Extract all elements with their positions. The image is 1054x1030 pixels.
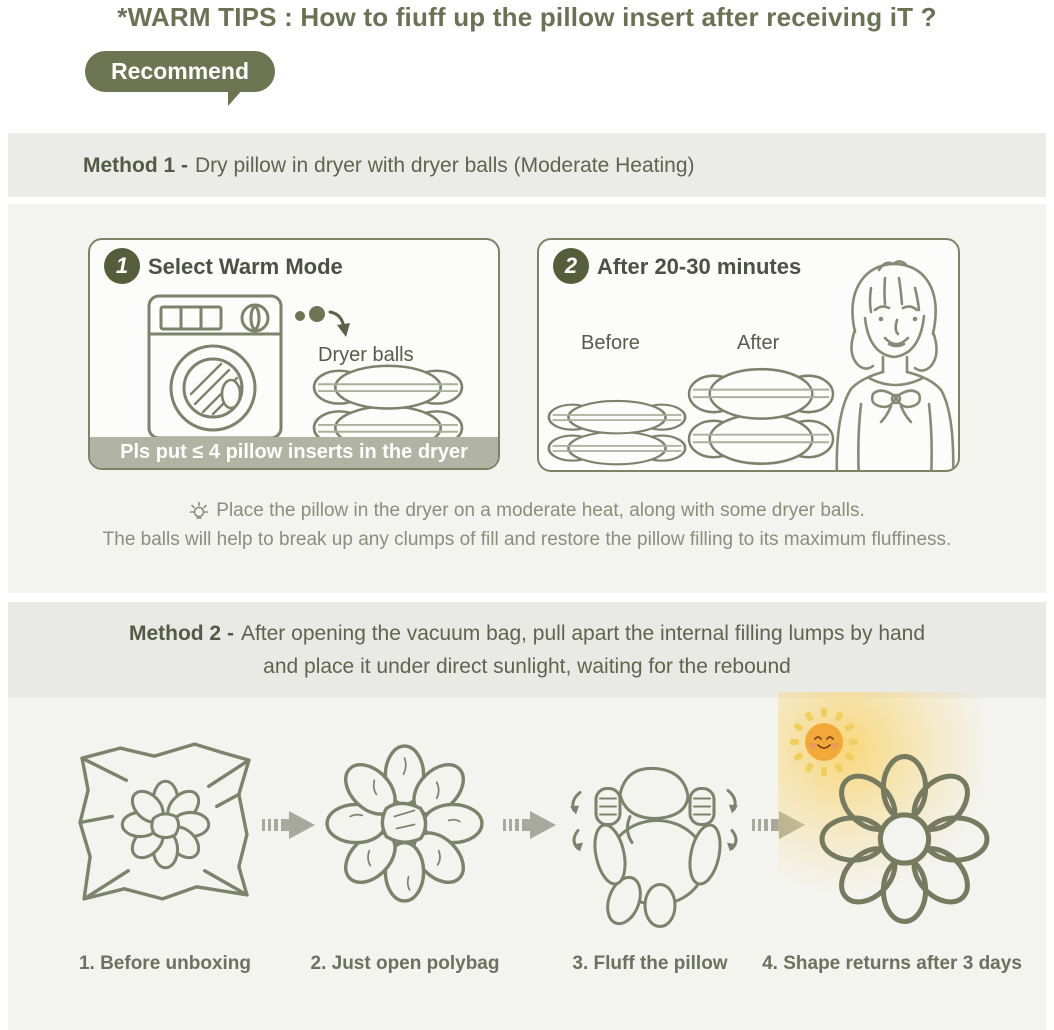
lightbulb-icon [189,501,209,521]
step2-card [537,238,960,472]
dryer-limit-banner: Pls put ≤ 4 pillow inserts in the dryer [90,437,498,468]
opened-flower-pillow-illustration [316,728,492,914]
arrow-right-icon [752,810,806,840]
page-title: *WARM TIPS : How to fiuff up the pillow insert after receiving iT ? [117,2,937,32]
arrow-right-icon [503,810,557,840]
washing-machine-icon [145,292,285,442]
step2-title: After 20-30 minutes [597,254,802,279]
method2-header [8,602,1046,698]
before-pillow-stack-icon [547,398,687,468]
woman-illustration [827,254,960,472]
step1-card [88,238,500,470]
fluffing-hands-illustration [560,732,750,928]
step1-title: Select Warm Mode [148,254,343,279]
dryer-balls-label: Dryer balls [318,344,414,366]
recommend-badge: Recommend [85,51,275,92]
method2-heading-line1 [129,617,925,650]
step-caption-4: 4. Shape returns after 3 days [762,953,1022,974]
step-caption-3: 3. Fluff the pillow [572,953,728,974]
method2-heading-bold: Method 2 - [128,622,234,645]
arrow-right-icon [262,810,316,840]
method2-heading-line2: and place it under direct sunlight, waiting for the rebound [263,655,791,678]
restored-flower-pillow-illustration [812,740,998,932]
tip-line-1-text: Place the pillow in the dryer on a moderate heat, along with some dryer balls. [216,500,865,521]
step2-number-badge: 2 [553,248,589,284]
after-label: After [737,332,780,354]
method1-heading-bold: Method 1 - [83,153,188,177]
tip-line-1 [0,500,1054,522]
method1-heading-rest: Dry pillow in dryer with dryer balls (Moderate Heating) [195,153,695,177]
vacuum-bag-illustration [68,736,264,912]
tip-line-2: The balls will help to break up any clumps of fill and restore the pillow filling to its maximum fluffiness. [102,529,952,550]
method1-header [8,133,1046,197]
method2-heading-rest: After opening the vacuum bag, pull apart the internal filling lumps by hand [240,622,926,645]
after-pillow-stack-icon [687,366,835,468]
speech-bubble-tail [228,89,243,106]
step-caption-1: 1. Before unboxing [78,953,252,974]
method1-heading [83,149,695,182]
before-label: Before [581,332,640,354]
step-caption-2: 2. Just open polybag [310,953,500,974]
step1-number-badge: 1 [104,248,140,284]
